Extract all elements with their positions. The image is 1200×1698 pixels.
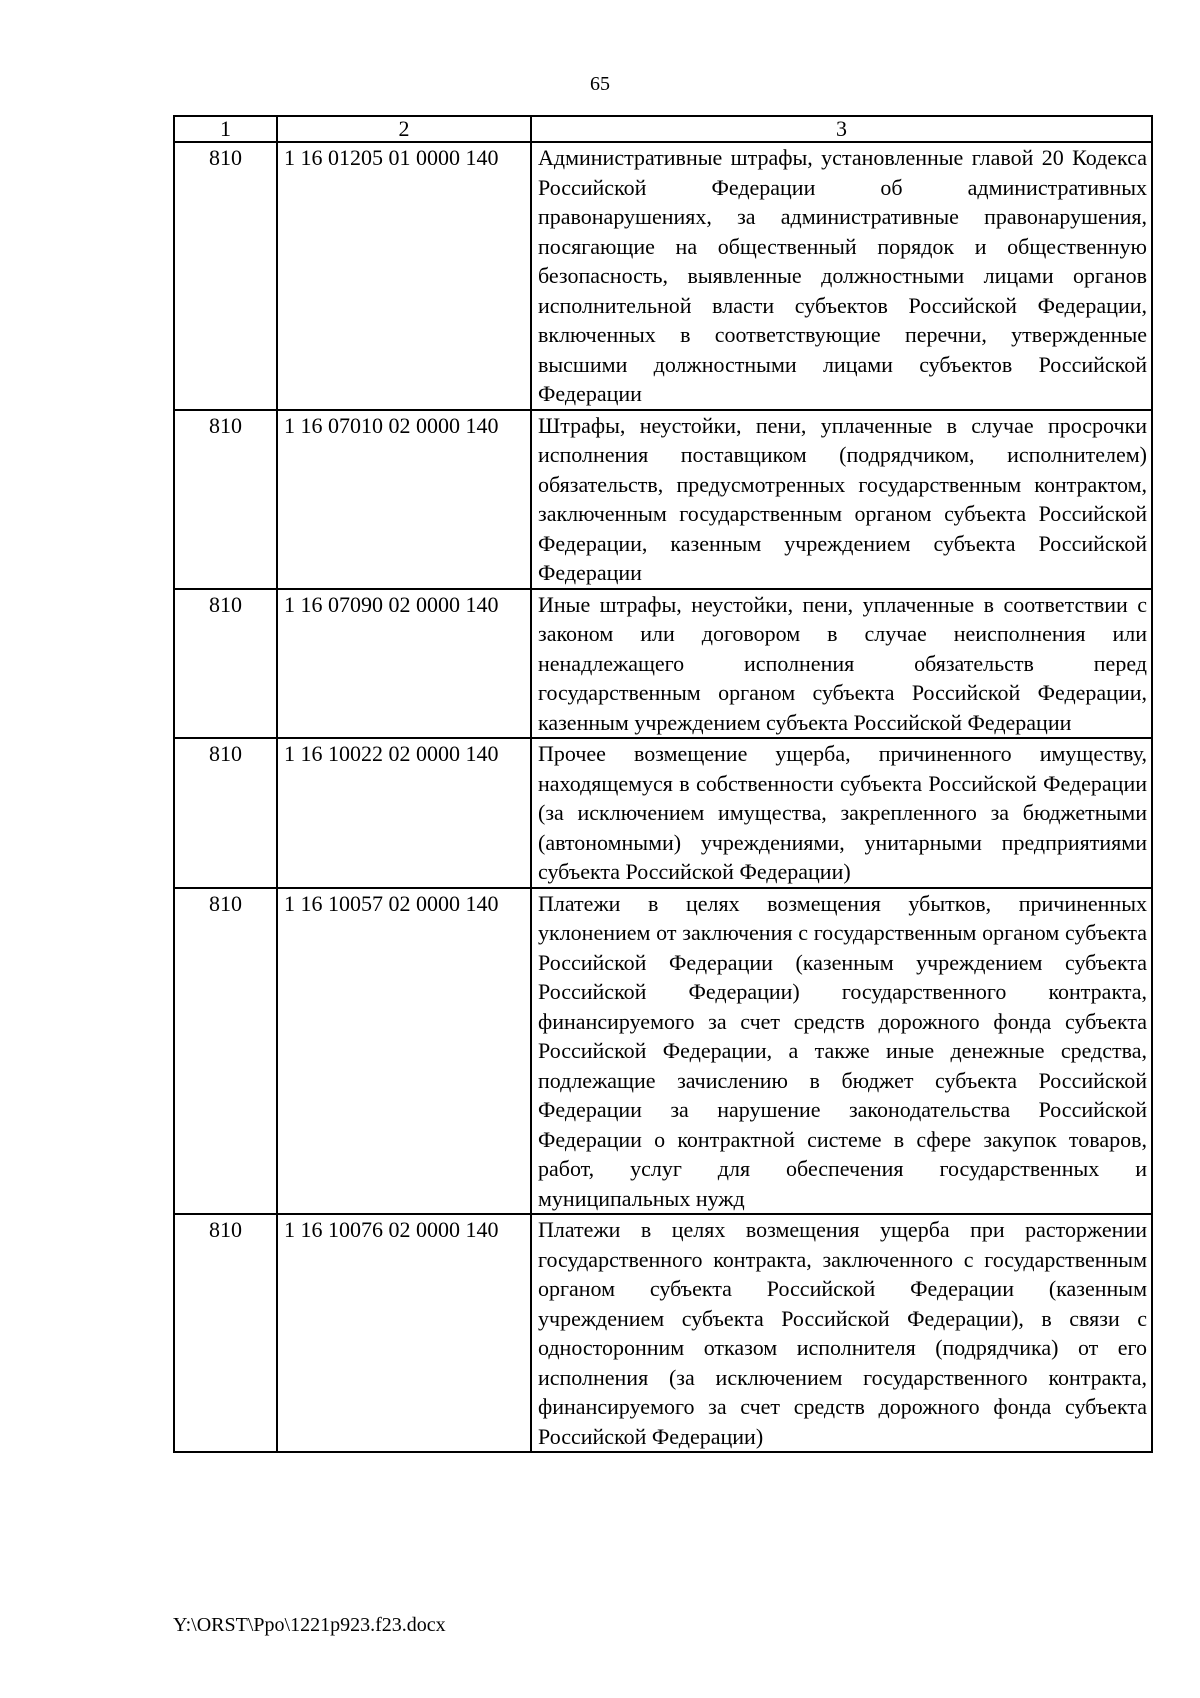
description-cell: Административные штрафы, установленные главой 20 Кодекса Российской Федерации об административных правонарушениях, за административные правонарушения, посягающие на общественный порядок и общественную безопасность, выявленные должностными лицами органов исполнительной власти субъектов Российской Федерации, включенных в соответствующие перечни, утвержденные высшими должностными лицами субъектов Российской Федерации bbox=[531, 142, 1152, 410]
admin-code-cell: 810 bbox=[174, 589, 277, 739]
kbk-code-cell: 1 16 10022 02 0000 140 bbox=[277, 738, 531, 888]
table-row bbox=[174, 888, 1152, 1215]
table-row bbox=[174, 1214, 1152, 1452]
kbk-code-cell: 1 16 10076 02 0000 140 bbox=[277, 1214, 531, 1452]
kbk-code-cell: 1 16 10057 02 0000 140 bbox=[277, 888, 531, 1215]
header-cell-2: 2 bbox=[277, 116, 531, 142]
kbk-code-cell: 1 16 07010 02 0000 140 bbox=[277, 410, 531, 589]
table-row bbox=[174, 589, 1152, 739]
kbk-code-cell: 1 16 07090 02 0000 140 bbox=[277, 589, 531, 739]
header-cell-3: 3 bbox=[531, 116, 1152, 142]
table-row bbox=[174, 738, 1152, 888]
admin-code-cell: 810 bbox=[174, 1214, 277, 1452]
revenue-codes-table bbox=[173, 115, 1153, 1453]
footer-file-path: Y:\ORST\Ppo\1221p923.f23.docx bbox=[173, 1614, 446, 1636]
description-cell: Штрафы, неустойки, пени, уплаченные в случае просрочки исполнения поставщиком (подрядчиком, исполнителем) обязательств, предусмотренных государственным контрактом, заключенным государственным органом субъекта Российской Федерации, казенным учреждением субъекта Российской Федерации bbox=[531, 410, 1152, 589]
description-cell: Платежи в целях возмещения убытков, причиненных уклонением от заключения с государственным органом субъекта Российской Федерации (казенным учреждением субъекта Российской Федерации) государственного контракта, финансируемого за счет средств дорожного фонда субъекта Российской Федерации, а также иные денежные средства, подлежащие зачислению в бюджет субъекта Российской Федерации за нарушение законодательства Российской Федерации о контрактной системе в сфере закупок товаров, работ, услуг для обеспечения государственных и муниципальных нужд bbox=[531, 888, 1152, 1215]
page-number: 65 bbox=[590, 73, 610, 95]
description-cell: Иные штрафы, неустойки, пени, уплаченные в соответствии с законом или договором в случае неисполнения или ненадлежащего исполнения обязательств перед государственным органом субъекта Российской Федерации, казенным учреждением субъекта Российской Федерации bbox=[531, 589, 1152, 739]
admin-code-cell: 810 bbox=[174, 738, 277, 888]
admin-code-cell: 810 bbox=[174, 410, 277, 589]
description-cell: Платежи в целях возмещения ущерба при расторжении государственного контракта, заключенного с государственным органом субъекта Российской Федерации (казенным учреждением субъекта Российской Федерации), в связи с односторонним отказом исполнителя (подрядчика) от его исполнения (за исключением государственного контракта, финансируемого за счет средств дорожного фонда субъекта Российской Федерации) bbox=[531, 1214, 1152, 1452]
kbk-code-cell: 1 16 01205 01 0000 140 bbox=[277, 142, 531, 410]
admin-code-cell: 810 bbox=[174, 888, 277, 1215]
description-cell: Прочее возмещение ущерба, причиненного имуществу, находящемуся в собственности субъекта Российской Федерации (за исключением имущества, закрепленного за бюджетными (автономными) учреждениями, унитарными предприятиями субъекта Российской Федерации) bbox=[531, 738, 1152, 888]
header-cell-1: 1 bbox=[174, 116, 277, 142]
table-row bbox=[174, 410, 1152, 589]
table-header-row bbox=[174, 116, 1152, 142]
table-row bbox=[174, 142, 1152, 410]
admin-code-cell: 810 bbox=[174, 142, 277, 410]
